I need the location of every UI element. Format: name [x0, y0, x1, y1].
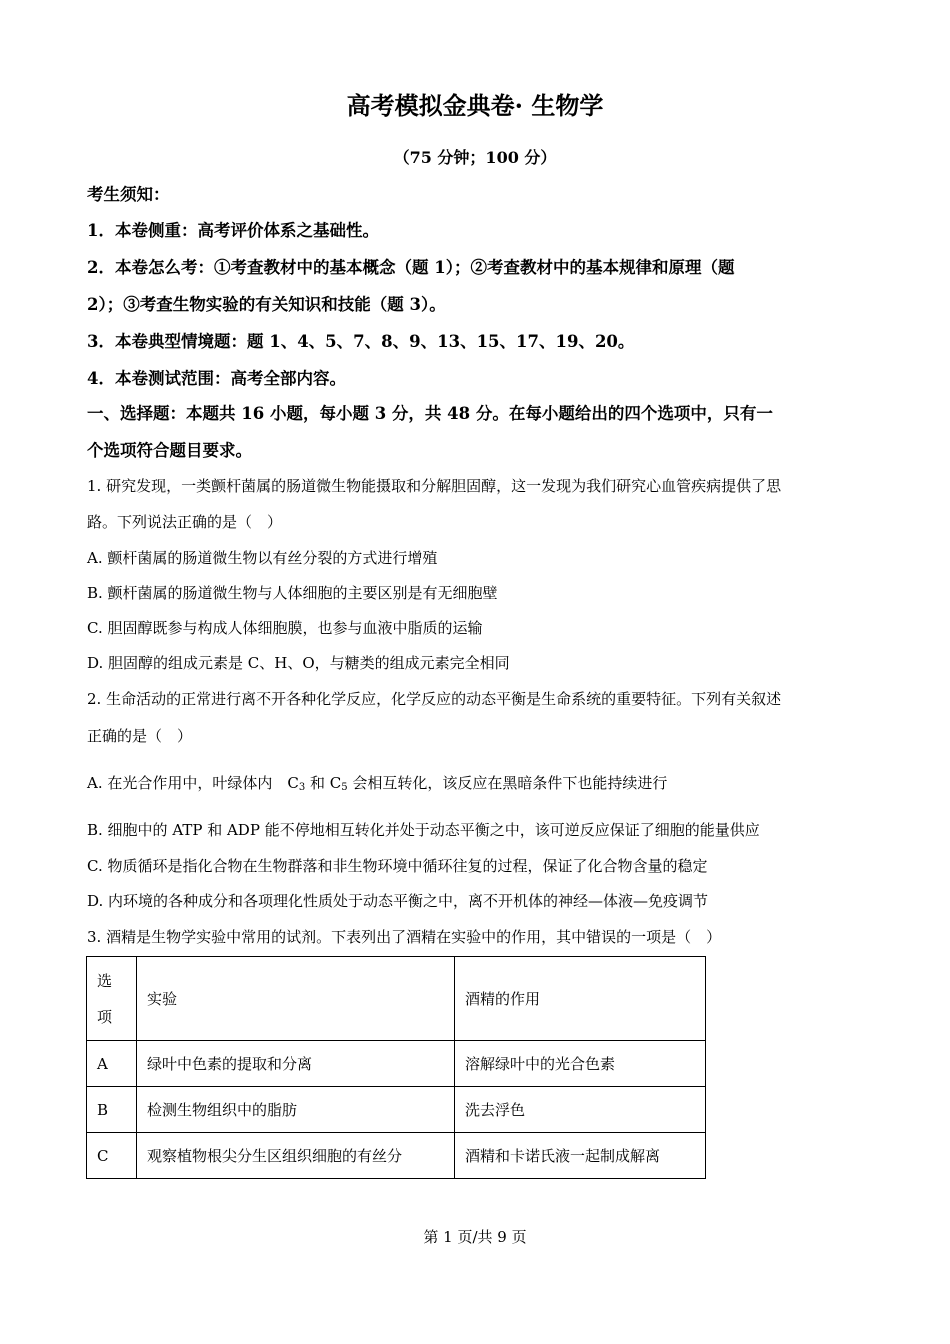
notice-heading: 考生须知： [87, 185, 170, 204]
q1-option-b: B. 颤杆菌属的肠道微生物与人体细胞的主要区别是有无细胞壁 [87, 584, 498, 602]
q1-option-a: A. 颤杆菌属的肠道微生物以有丝分裂的方式进行增殖 [87, 549, 438, 567]
q2-option-d: D. 内环境的各种成分和各项理化性质处于动态平衡之中，离不开机体的神经—体液—免疫调节 [87, 892, 709, 910]
notice-item-3: 3．本卷典型情境题：题 1、4、5、7、8、9、13、15、17、19、20。 [87, 332, 635, 351]
q2-option-a-text-1: A. 在光合作用中，叶绿体内 C [87, 774, 299, 792]
q2-option-a-sub-3: 3 [298, 782, 306, 793]
q1-option-c: C. 胆固醇既参与构成人体细胞膜，也参与血液中脂质的运输 [87, 619, 483, 637]
table-row [87, 1087, 706, 1133]
header-option [87, 957, 137, 1041]
header-option-line1: 选 [97, 971, 113, 990]
row-role: 溶解绿叶中的光合色素 [455, 1041, 706, 1087]
header-role: 酒精的作用 [455, 957, 706, 1041]
q2-option-a-sub-5: 5 [341, 782, 348, 793]
row-option: B [87, 1087, 137, 1133]
page-title: 高考模拟金典卷· 生物学 [346, 91, 604, 120]
notice-item-2-cont: 2）；③考查生物实验的有关知识和技能（题 3）。 [87, 295, 446, 314]
notice-item-2: 2．本卷怎么考：①考查教材中的基本概念（题 1）；②考查教材中的基本规律和原理（题 [87, 258, 735, 277]
row-option: A [87, 1041, 137, 1087]
exam-duration-score: （75 分钟；100 分） [393, 148, 557, 167]
q2-option-a-text-3: 会相互转化，该反应在黑暗条件下也能持续进行 [347, 774, 668, 792]
q1-stem: 1. 研究发现，一类颤杆菌属的肠道微生物能摄取和分解胆固醇，这一发现为我们研究心血管疾病提供了思 [87, 477, 782, 495]
q3-table [86, 956, 706, 1179]
notice-item-1: 1．本卷侧重：高考评价体系之基础性。 [87, 221, 379, 240]
q2-option-b: B. 细胞中的 ATP 和 ADP 能不停地相互转化并处于动态平衡之中，该可逆反应保证了细胞的能量供应 [87, 821, 760, 839]
q2-option-c: C. 物质循环是指化合物在生物群落和非生物环境中循环往复的过程，保证了化合物含量的稳定 [87, 857, 708, 875]
table-row [87, 1133, 706, 1179]
q2-stem: 2. 生命活动的正常进行离不开各种化学反应，化学反应的动态平衡是生命系统的重要特征。下列有关叙述 [87, 690, 782, 708]
row-option: C [87, 1133, 137, 1179]
q2-stem-cont: 正确的是（ ） [87, 727, 193, 745]
q1-stem-cont: 路。下列说法正确的是（ ） [87, 513, 283, 531]
q2-option-a-text-2: 和 C [305, 774, 342, 792]
row-experiment: 检测生物组织中的脂肪 [137, 1087, 455, 1133]
section-heading-cont: 个选项符合题目要求。 [87, 441, 252, 460]
q2-option-a [87, 772, 667, 793]
header-option-line2: 项 [97, 1007, 113, 1026]
row-experiment: 绿叶中色素的提取和分离 [137, 1041, 455, 1087]
page-footer: 第 1 页/共 9 页 [423, 1228, 527, 1246]
q1-option-d: D. 胆固醇的组成元素是 C、H、O，与糖类的组成元素完全相同 [87, 654, 510, 672]
header-experiment: 实验 [137, 957, 455, 1041]
row-experiment: 观察植物根尖分生区组织细胞的有丝分 [137, 1133, 455, 1179]
section-heading: 一、选择题：本题共 16 小题，每小题 3 分，共 48 分。在每小题给出的四个选项中，只有一 [87, 404, 773, 423]
notice-item-4: 4．本卷测试范围：高考全部内容。 [87, 369, 346, 388]
row-role: 洗去浮色 [455, 1087, 706, 1133]
row-role: 酒精和卡诺氏液一起制成解离 [455, 1133, 706, 1179]
table-row [87, 1041, 706, 1087]
q3-stem: 3. 酒精是生物学实验中常用的试剂。下表列出了酒精在实验中的作用，其中错误的一项是（ ） [87, 928, 722, 946]
table-header-row [87, 957, 706, 1041]
